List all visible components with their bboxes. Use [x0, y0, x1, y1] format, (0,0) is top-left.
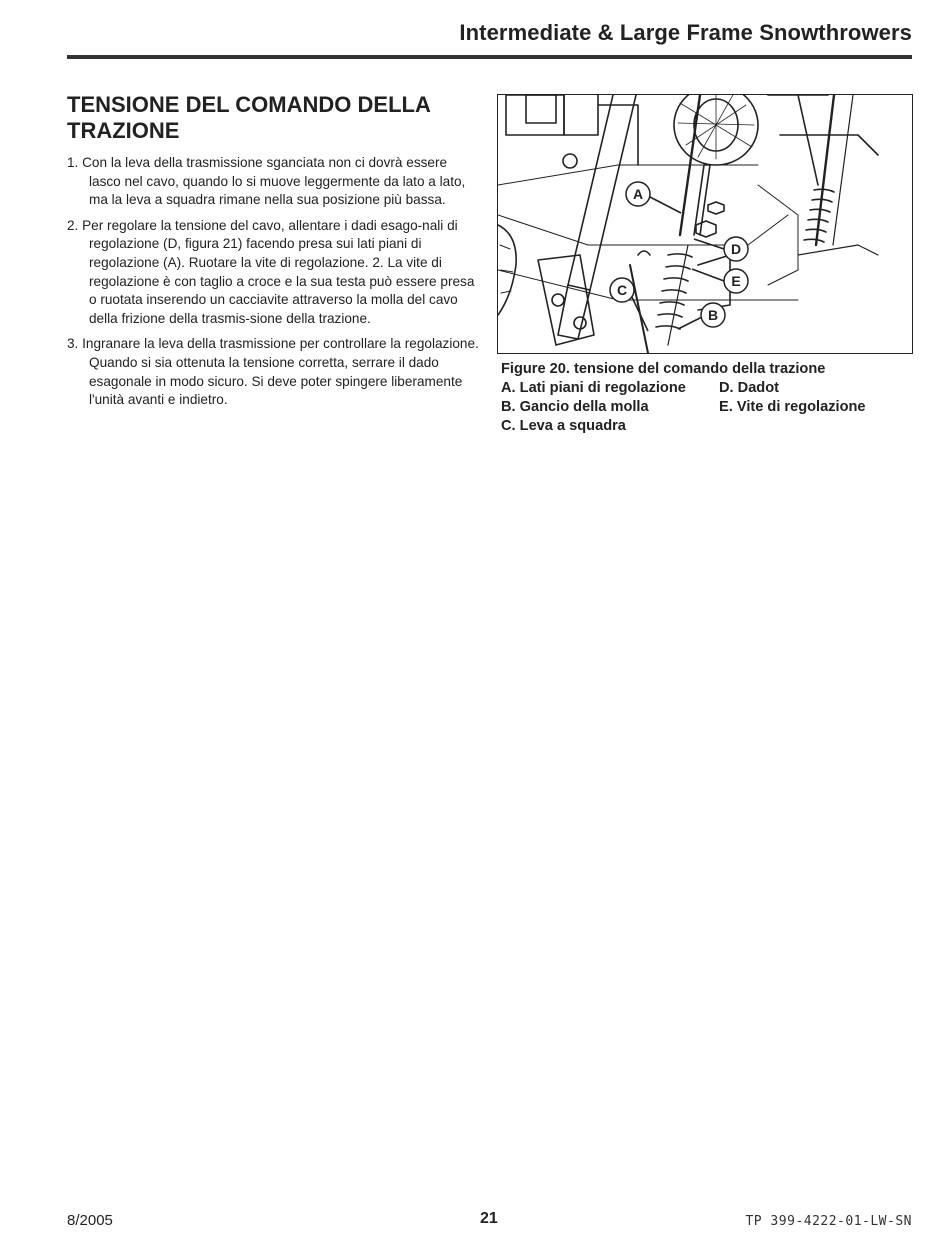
legend-row-1	[501, 379, 911, 398]
step-2: 2. Per regolare la tensione del cavo, allentare i dadi esago-nali di regolazione (D, figura 21) facendo presa sui lati piani di regolazione (A). Ruotare la vite di regolazione. 2. La vite di regolazione è con taglio a croce e la sua testa può essere presa o ruotata inserendo un cacciavite attraverso la molla del cavo della frizione della trasmis-sione della trazione.	[67, 217, 475, 326]
running-header: Intermediate & Large Frame Snowthrowers	[459, 20, 912, 45]
figure-legend	[501, 379, 911, 436]
section-title: TENSIONE DEL COMANDO DELLA TRAZIONE	[67, 92, 431, 143]
legend-item-a: A. Lati piani di regolazione	[501, 380, 686, 396]
footer-date: 8/2005	[67, 1212, 113, 1229]
figure-illustration	[497, 94, 913, 354]
step-3: 3. Ingranare la leva della trasmissione per controllare la regolazione. Quando si sia ottenuta la tensione corretta, serrare il dado esagonale in modo sicuro. Si deve poter spingere liberamente l'unità avanti e indietro.	[67, 336, 479, 408]
steps-list	[67, 154, 482, 417]
legend-row-3	[501, 417, 911, 436]
callout-a: A	[632, 186, 644, 202]
legend-item-e: E. Vite di regolazione	[719, 399, 866, 415]
legend-item-b: B. Gancio della molla	[501, 399, 649, 415]
mechanism-drawing	[498, 95, 912, 353]
legend-item-d: D. Dadot	[719, 380, 779, 396]
callout-d: D	[730, 241, 742, 257]
callout-b: B	[707, 307, 719, 323]
callout-e: E	[731, 273, 741, 289]
figure-caption: Figure 20. tensione del comando della trazione	[501, 361, 826, 377]
legend-item-c: C. Leva a squadra	[501, 418, 626, 434]
legend-row-2	[501, 398, 911, 417]
callout-c: C	[616, 282, 628, 298]
document-code: TP 399-4222-01-LW-SN	[745, 1214, 912, 1229]
header-rule	[67, 55, 912, 59]
step-1: 1. Con la leva della trasmissione sganciata non ci dovrà essere lasco nel cavo, quando lo si muove leggermente da lato a lato, ma la leva a squadra rimane nella sua posizione più bassa.	[67, 155, 466, 208]
page-number: 21	[480, 1210, 498, 1227]
